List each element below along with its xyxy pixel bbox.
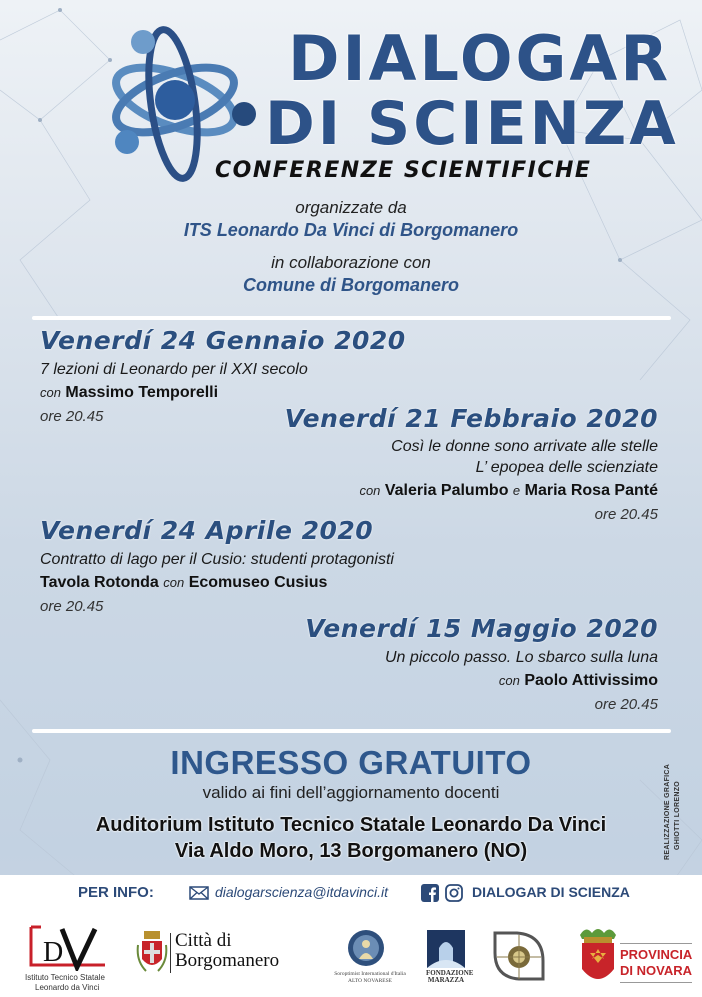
novara-shield-icon [578,925,618,989]
design-credit: REALIZZAZIONE GRAFICA GHIOTTI LORENZO [664,763,681,860]
mail-icon [189,886,209,900]
event-title-line-1: Così le donne sono arrivate alle stelle [391,438,658,455]
speaker-name: Ecomuseo Cusius [188,574,328,591]
event-format: Tavola Rotonda [40,574,159,591]
speaker-name-2: Maria Rosa Panté [524,482,658,499]
event-time: ore 20.45 [594,696,658,713]
event-title: 7 lezioni di Leonardo per il XXI secolo [40,361,308,378]
event-title: Contratto di lago per il Cusio: studenti protagonisti [40,551,394,568]
event-4 [305,614,658,713]
event-speaker-line: con Massimo Temporelli [40,384,219,401]
admission-headline: INGRESSO GRATUITO [170,744,532,781]
event-2 [285,404,658,523]
event-time: ore 20.45 [40,598,104,615]
email-link[interactable]: dialogarscienza@itdavinci.it [215,884,388,900]
facebook-icon[interactable] [421,884,439,902]
title-line-1: DIALOGAR [288,22,672,95]
event-title-line-2: L’ epopea delle scienziate [475,459,658,476]
marazza-arch-icon [427,930,465,968]
event-speaker-line: con Valeria Palumbo e Maria Rosa Panté [359,482,658,499]
venue-name: Auditorium Istituto Tecnico Statale Leonardo Da Vinci [95,814,607,836]
speaker-name: Paolo Attivissimo [524,672,658,689]
instagram-icon[interactable] [445,884,463,902]
event-date: Venerdí 24 Aprile 2020 [40,516,374,545]
subtitle: CONFERENZE SCIENTIFICHE [215,158,592,183]
event-title: Un piccolo passo. Lo sbarco sulla luna [384,649,658,666]
organized-by-label: organizzate da [295,198,407,217]
event-date: Venerdí 21 Febbraio 2020 [284,404,658,433]
event-speaker-line: con Paolo Attivissimo [498,672,658,689]
admission-note: valido ai fini dell’aggiornamento docenti [202,783,500,802]
ldv-mark-icon [25,923,110,971]
info-bar [0,875,702,911]
logo-ldv: D Istituto Tecnico Statale Leonardo da Vinci [25,923,110,993]
title-line-2: DI SCIENZA [265,89,679,159]
event-3 [40,516,394,615]
sponsors-footer: D Istituto Tecnico Statale Leonardo da Vinci Città di Borgomanero Soroptimist International d'Italia ALTO NOVARESE FONDAZIONE MARAZZA PROVINCIA DI NOVARA [0,911,702,997]
collaborator: Comune di Borgomanero [242,275,459,295]
collaboration-label: in collaborazione con [271,253,431,272]
event-time: ore 20.45 [594,506,658,523]
divider-top [32,316,671,320]
event-speaker-line: Tavola Rotonda con Ecomuseo Cusius [40,574,328,591]
organizer: ITS Leonardo Da Vinci di Borgomanero [183,220,519,240]
coat-of-arms-icon [136,931,168,975]
soroptimist-emblem-icon [347,929,385,967]
info-label: PER INFO: [78,884,154,901]
event-date: Venerdí 15 Maggio 2020 [305,614,658,643]
speaker-name: Valeria Palumbo [384,482,509,499]
event-time: ore 20.45 [40,408,104,425]
svg-text:D: D [43,937,64,968]
venue-address: Via Aldo Moro, 13 Borgomanero (NO) [174,840,528,862]
social-handle-link[interactable]: DIALOGAR DI SCIENZA [472,884,630,900]
event-date: Venerdí 24 Gennaio 2020 [40,326,406,355]
speaker-name: Massimo Temporelli [65,384,219,401]
association-emblem-icon [493,931,545,981]
divider-bottom [32,729,671,733]
